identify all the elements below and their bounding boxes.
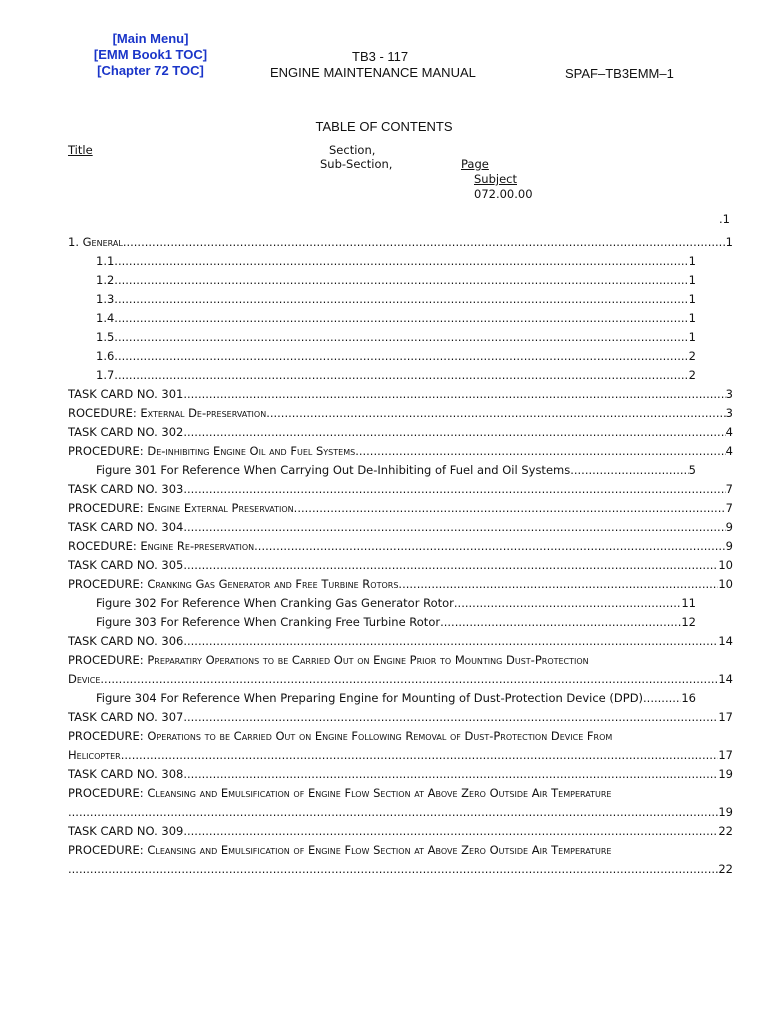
- toc-entry-title: [68, 672, 100, 686]
- toc-entry[interactable]: [68, 724, 733, 743]
- column-section: Section,: [329, 143, 376, 157]
- toc-entry-prefix: TASK CARD NO. 309: [68, 824, 184, 838]
- toc-entry-prefix: PROCEDURE:: [68, 729, 148, 743]
- toc-entry-prefix: TASK CARD NO. 307: [68, 710, 184, 724]
- leader-dots: [643, 691, 681, 705]
- toc-entry-title: [68, 634, 183, 648]
- toc-entry-prefix: 1.1: [96, 254, 115, 268]
- toc-entry-title: [96, 254, 114, 268]
- leader-dots: [114, 292, 688, 306]
- toc-entry-prefix: Figure 301 For Reference When Carrying Out De-Inhibiting of Fuel and Oil Systems: [96, 463, 571, 477]
- toc-entry-title: [68, 520, 183, 534]
- toc-entry-title: [96, 596, 454, 610]
- leader-dots: [570, 463, 688, 477]
- toc-entry-subject: External De-preservation: [140, 406, 267, 420]
- toc-entry-title: [68, 577, 398, 591]
- toc-entry-subject: Helicopter: [68, 748, 121, 762]
- toc-entry-prefix: PROCEDURE:: [68, 577, 148, 591]
- toc-entry-page: 4: [725, 425, 733, 439]
- leader-dots: [68, 805, 718, 819]
- toc-entry[interactable]: [68, 477, 733, 496]
- toc-entry-prefix: TASK CARD NO. 301: [68, 387, 184, 401]
- toc-entry-page: 22: [718, 824, 733, 838]
- toc-entry-page: 9: [725, 539, 733, 553]
- toc-entry-page: 9: [725, 520, 733, 534]
- toc-entry-title: [68, 387, 183, 401]
- toc-entry[interactable]: [96, 249, 696, 268]
- leader-dots: [114, 330, 688, 344]
- leader-dots: [114, 368, 688, 382]
- leader-dots: [454, 596, 681, 610]
- toc-entry-title: [68, 406, 266, 420]
- subject-code: 072.00.00: [474, 187, 533, 201]
- toc-entry-prefix: TASK CARD NO. 303: [68, 482, 184, 496]
- toc-entry-prefix: PROCEDURE:: [68, 501, 148, 515]
- toc-entry-subject: Cleansing and Emulsification of Engine Flow Section at Above Zero Outside Air Temperature: [147, 843, 612, 857]
- toc-entry-title: [96, 349, 114, 363]
- toc-entry-subject: Cleansing and Emulsification of Engine Flow Section at Above Zero Outside Air Temperature: [147, 786, 612, 800]
- toc-entry-title: [68, 425, 183, 439]
- toc-entry-title: [68, 539, 254, 553]
- toc-entry-subject: Engine Re-preservation: [140, 539, 255, 553]
- chapter-72-toc-link[interactable]: [Chapter 72 TOC]: [97, 63, 204, 78]
- toc-entry-title: [68, 748, 121, 762]
- leader-dots: [100, 672, 718, 686]
- toc-entry-prefix: 1.5: [96, 330, 115, 344]
- column-title: Title: [68, 143, 93, 157]
- toc-entry[interactable]: [96, 458, 696, 477]
- toc-entry-prefix: PROCEDURE:: [68, 444, 148, 458]
- toc-entry-prefix: TASK CARD NO. 306: [68, 634, 184, 648]
- leader-dots: [121, 748, 719, 762]
- leader-dots: [183, 558, 718, 572]
- toc-entry[interactable]: [68, 800, 733, 819]
- toc-entry[interactable]: [68, 667, 733, 686]
- toc-entry[interactable]: [68, 819, 733, 838]
- column-subject: Subject: [474, 172, 517, 186]
- toc-entry-page: 10: [718, 558, 733, 572]
- toc-entry-page: 4: [725, 444, 733, 458]
- toc-entry-page: 5: [688, 463, 696, 477]
- toc-entry-title: [68, 710, 183, 724]
- toc-entry-subject: Device: [68, 672, 101, 686]
- toc-entry-prefix: 1.6: [96, 349, 115, 363]
- toc-entry-page: 1: [688, 292, 696, 306]
- toc-entry-title: [96, 311, 114, 325]
- toc-entry[interactable]: [68, 648, 733, 667]
- leader-dots: [114, 254, 688, 268]
- column-sub-section: Sub-Section,: [320, 157, 393, 171]
- toc-entry[interactable]: [68, 553, 733, 572]
- leader-dots: [183, 425, 725, 439]
- toc-entry-prefix: Figure 302 For Reference When Cranking Gas Generator Rotor: [96, 596, 454, 610]
- leader-dots: [398, 577, 718, 591]
- leader-dots: [440, 615, 681, 629]
- toc-entry[interactable]: [68, 838, 733, 857]
- toc-entry[interactable]: [68, 781, 733, 800]
- toc-entry-title: [68, 501, 294, 515]
- toc-entry-page: 2: [688, 349, 696, 363]
- toc-entry-prefix: PROCEDURE:: [68, 653, 148, 667]
- leader-dots: [114, 311, 688, 325]
- toc-entry[interactable]: [68, 230, 733, 249]
- toc-entry-title: [96, 691, 643, 705]
- toc-entry-title: [96, 292, 114, 306]
- toc-entry-title: [68, 235, 123, 249]
- toc-entry-page: 19: [718, 767, 733, 781]
- toc-entry-page: 17: [718, 710, 733, 724]
- toc-entry-prefix: 1.7: [96, 368, 115, 382]
- toc-entry[interactable]: [96, 686, 696, 705]
- toc-entry-prefix: 1.4: [96, 311, 115, 325]
- leader-dots: [183, 634, 718, 648]
- toc-entry-page: 7: [725, 482, 733, 496]
- emm-book1-toc-link[interactable]: [EMM Book1 TOC]: [93, 47, 208, 62]
- toc-entry-page: 16: [681, 691, 696, 705]
- toc-entry-page: 3: [725, 387, 733, 401]
- toc-entry-title: [96, 463, 570, 477]
- toc-entry[interactable]: [68, 629, 733, 648]
- toc-entry-page: 1: [688, 273, 696, 287]
- toc-entry-prefix: Figure 304 For Reference When Preparing Engine for Mounting of Dust-Protection Device (DPD): [96, 691, 644, 705]
- toc-entry[interactable]: [68, 382, 733, 401]
- toc-entry-subject: Preparatiry Operations to be Carried Out on Engine Prior to Mounting Dust-Protection: [147, 653, 589, 667]
- toc-entry-prefix: ROCEDURE:: [68, 539, 141, 553]
- toc-entry[interactable]: [96, 344, 696, 363]
- toc-entry-title: [68, 482, 183, 496]
- column-page: Page: [461, 157, 489, 171]
- leader-dots: [183, 710, 718, 724]
- leader-dots: [114, 349, 688, 363]
- toc-entry-prefix: 1.2: [96, 273, 115, 287]
- doc-code: TB3 - 117: [352, 49, 409, 64]
- toc-entry-page: 1: [688, 254, 696, 268]
- manual-title: ENGINE MAINTENANCE MANUAL: [270, 65, 476, 80]
- navigation-links: [88, 31, 213, 79]
- toc-entry-page: 7: [725, 501, 733, 515]
- toc-entry[interactable]: [96, 363, 696, 382]
- first-line-page: .1: [719, 212, 730, 226]
- toc-entry-page: 2: [688, 368, 696, 382]
- toc-entry-page: 19: [718, 805, 733, 819]
- toc-entry[interactable]: [96, 610, 696, 629]
- leader-dots: [355, 444, 725, 458]
- toc-entry-prefix: TASK CARD NO. 308: [68, 767, 184, 781]
- toc-entry-subject: Engine External Preservation: [147, 501, 294, 515]
- toc-entry-prefix: TASK CARD NO. 305: [68, 558, 184, 572]
- leader-dots: [114, 273, 688, 287]
- toc-entry-subject: General: [82, 235, 123, 249]
- toc-entry[interactable]: [96, 325, 696, 344]
- toc-entry-prefix: PROCEDURE:: [68, 786, 148, 800]
- toc-entry-title: [96, 615, 440, 629]
- doc-id: SPAF–TB3EMM–1: [565, 66, 674, 81]
- toc-entry-prefix: 1.3: [96, 292, 115, 306]
- toc-entry-page: 3: [725, 406, 733, 420]
- toc-heading: TABLE OF CONTENTS: [315, 119, 453, 134]
- toc-entry[interactable]: [68, 572, 733, 591]
- toc-entry-title: [68, 729, 612, 743]
- toc-entry[interactable]: [68, 420, 733, 439]
- toc-entry[interactable]: [68, 439, 733, 458]
- toc-entry-prefix: TASK CARD NO. 302: [68, 425, 184, 439]
- toc-entry-title: [68, 558, 183, 572]
- leader-dots: [254, 539, 726, 553]
- toc-entry-prefix: ROCEDURE:: [68, 406, 141, 420]
- leader-dots: [183, 767, 718, 781]
- toc-entry-title: [68, 653, 589, 667]
- toc-entry[interactable]: [96, 591, 696, 610]
- toc-entry-prefix: PROCEDURE:: [68, 843, 148, 857]
- toc-entry[interactable]: [96, 287, 696, 306]
- toc-entry-page: 1: [688, 330, 696, 344]
- toc-entry[interactable]: [68, 762, 733, 781]
- toc-entry-subject: Cranking Gas Generator and Free Turbine Rotors: [147, 577, 399, 591]
- toc-entry-title: [68, 824, 183, 838]
- toc-entry-prefix: TASK CARD NO. 304: [68, 520, 184, 534]
- toc-entry-title: [68, 786, 611, 800]
- toc-entry-page: 14: [718, 634, 733, 648]
- toc-entry[interactable]: [96, 268, 696, 287]
- toc-entry-title: [68, 843, 611, 857]
- toc-entry[interactable]: [68, 515, 733, 534]
- toc-entry[interactable]: [68, 743, 733, 762]
- toc-entry-title: [96, 368, 114, 382]
- toc-entry-title: [96, 273, 114, 287]
- toc-entry-subject: Operations to be Carried Out on Engine Following Removal of Dust-Protection Device From: [147, 729, 613, 743]
- toc-entry-title: [68, 767, 183, 781]
- leader-dots: [183, 520, 725, 534]
- toc-entry-page: 11: [681, 596, 696, 610]
- toc-entry-page: 1: [725, 235, 733, 249]
- toc-entry[interactable]: [68, 534, 733, 553]
- toc-entry-title: [68, 444, 355, 458]
- leader-dots: [183, 824, 718, 838]
- toc-entry-prefix: 1.: [68, 235, 83, 249]
- toc-entry-page: 22: [718, 862, 733, 876]
- toc-entry-prefix: Figure 303 For Reference When Cranking Free Turbine Rotor: [96, 615, 441, 629]
- leader-dots: [68, 862, 718, 876]
- toc-entry[interactable]: [68, 857, 733, 876]
- toc-entry[interactable]: [68, 705, 733, 724]
- toc-entry-page: 1: [688, 311, 696, 325]
- toc-entry-title: [96, 330, 114, 344]
- toc-entry-page: 12: [681, 615, 696, 629]
- toc-entry-page: 10: [718, 577, 733, 591]
- leader-dots: [266, 406, 725, 420]
- toc-entry[interactable]: [68, 401, 733, 420]
- main-menu-link[interactable]: [Main Menu]: [112, 31, 189, 46]
- leader-dots: [123, 235, 726, 249]
- leader-dots: [183, 482, 725, 496]
- toc-entry-page: 14: [718, 672, 733, 686]
- toc-entry[interactable]: [96, 306, 696, 325]
- leader-dots: [294, 501, 726, 515]
- leader-dots: [183, 387, 725, 401]
- toc-entry-subject: De-inhibiting Engine Oil and Fuel Systems: [147, 444, 356, 458]
- toc-entry[interactable]: [68, 496, 733, 515]
- toc-entry-page: 17: [718, 748, 733, 762]
